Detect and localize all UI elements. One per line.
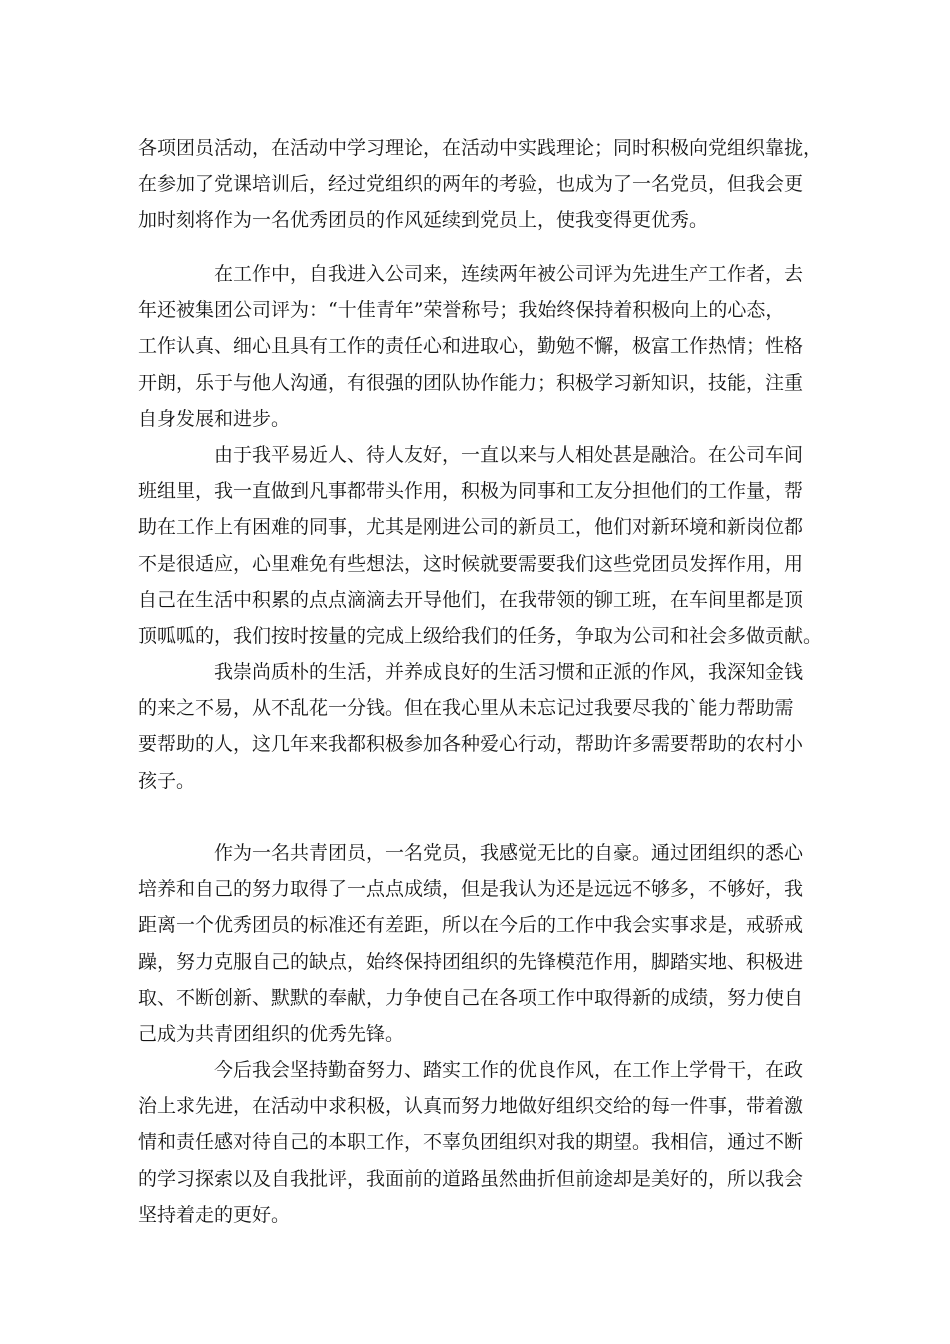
paragraph-line: 坚持着走的更好。 (138, 1203, 291, 1226)
paragraph-line: 取、不断创新、默默的奉献，力争使自己在各项工作中取得新的成绩，努力使自 (138, 986, 804, 1009)
paragraph-line: 顶呱呱的，我们按时按量的完成上级给我们的任务，争取为公司和社会多做贡献。 (138, 624, 823, 647)
paragraph-5 (138, 835, 828, 1052)
paragraph-line: 情和责任感对待自己的本职工作，不辜负团组织对我的期望。我相信，通过不断 (138, 1131, 804, 1154)
paragraph-line: 加时刻将作为一名优秀团员的作风延续到党员上，使我变得更优秀。 (138, 209, 709, 232)
paragraph-line: 躁，努力克服自己的缺点，始终保持团组织的先锋模范作用，脚踏实地、积极进 (138, 950, 804, 973)
paragraph-2 (138, 256, 828, 437)
paragraph-4 (138, 654, 828, 799)
paragraph-line: 班组里，我一直做到凡事都带头作用，积极为同事和工友分担他们的工作量，帮 (138, 480, 804, 503)
paragraph-line: 的学习探索以及自我批评，我面前的道路虽然曲折但前途却是美好的，所以我会 (138, 1167, 804, 1190)
paragraph-line: 不是很适应，心里难免有些想法，这时候就要需要我们这些党团员发挥作用，用 (138, 552, 804, 575)
paragraph-line: 助在工作上有困难的同事，尤其是刚进公司的新员工，他们对新环境和新岗位都 (138, 516, 804, 539)
paragraph-line: 培养和自己的努力取得了一点点成绩，但是我认为还是远远不够多，不够好，我 (138, 878, 804, 901)
paragraph-line: 己成为共青团组织的优秀先锋。 (138, 1022, 405, 1045)
paragraph-line: 要帮助的人，这几年来我都积极参加各种爱心行动，帮助许多需要帮助的农村小 (138, 733, 804, 756)
paragraph-line: 我崇尚质朴的生活，并养成良好的生活习惯和正派的作风，我深知金钱 (214, 661, 804, 683)
paragraph-line: 自身发展和进步。 (138, 407, 291, 430)
paragraph-line: 各项团员活动，在活动中学习理论，在活动中实践理论；同时积极向党组织靠拢， (138, 137, 823, 159)
paragraph-line: 开朗，乐于与他人沟通，有很强的团队协作能力；积极学习新知识，技能，注重 (138, 371, 804, 394)
paragraph-1 (138, 130, 828, 239)
paragraph-line: 今后我会坚持勤奋努力、踏实工作的优良作风，在工作上学骨干，在政 (214, 1059, 804, 1081)
paragraph-3 (138, 437, 828, 654)
paragraph-line: 自己在生活中积累的点点滴滴去开导他们，在我带领的铆工班，在车间里都是顶 (138, 588, 804, 611)
paragraph-line: 的来之不易，从不乱花一分钱。但在我心里从未忘记过我要尽我的`能力帮助需 (138, 697, 794, 720)
paragraph-line: 在参加了党课培训后，经过党组织的两年的考验，也成为了一名党员，但我会更 (138, 173, 804, 196)
paragraph-6 (138, 1052, 828, 1233)
paragraph-line: 由于我平易近人、待人友好，一直以来与人相处甚是融洽。在公司车间 (214, 444, 804, 466)
paragraph-line: 工作认真、细心且具有工作的责任心和进取心，勤勉不懈，极富工作热情；性格 (138, 335, 804, 358)
paragraph-line: 孩子。 (138, 769, 196, 792)
paragraph-line: 在工作中，自我进入公司来，连续两年被公司评为先进生产工作者，去 (214, 263, 804, 285)
paragraph-line: 治上求先进，在活动中求积极，认真而努力地做好组织交给的每一件事，带着激 (138, 1095, 804, 1118)
paragraph-line: 年还被集团公司评为：“十佳青年”荣誉称号；我始终保持着积极向上的心态， (138, 299, 785, 322)
paragraph-line: 作为一名共青团员，一名党员，我感觉无比的自豪。通过团组织的悉心 (214, 842, 804, 864)
paragraph-line: 距离一个优秀团员的标准还有差距，所以在今后的工作中我会实事求是，戒骄戒 (138, 914, 804, 937)
